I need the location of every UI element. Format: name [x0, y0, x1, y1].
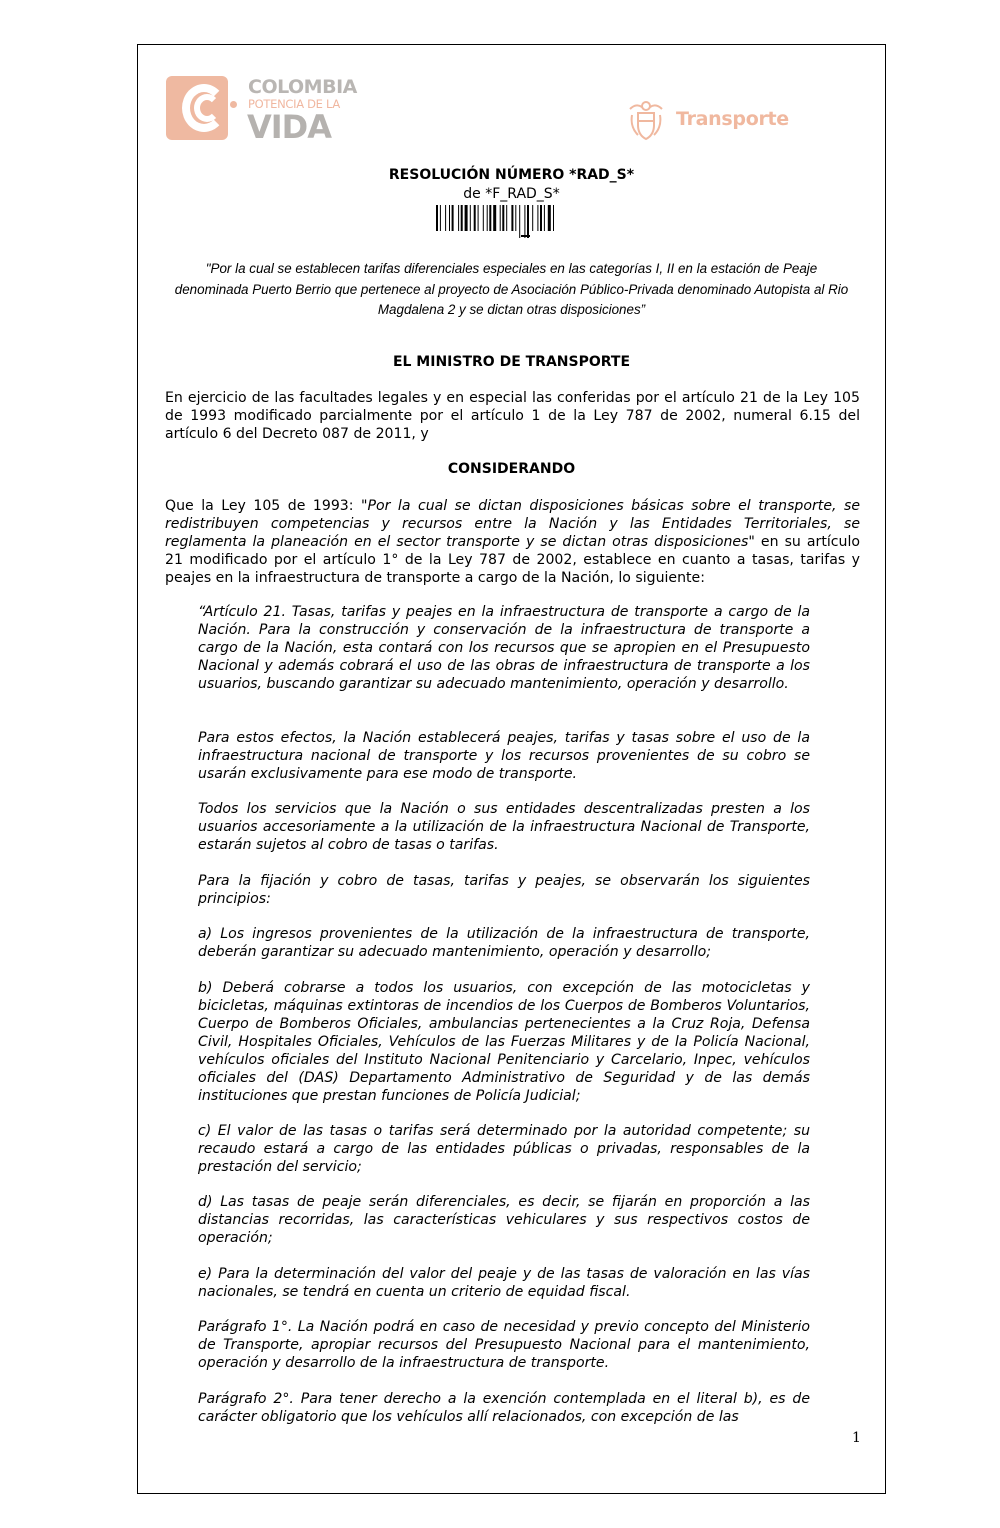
resolution-subject: "Por la cual se establecen tarifas diferenciales especiales en las categorías I, II en la estación de Peaje denominada Puerto Berrio que pertenece al proyecto de Asociación Público-Privada denominado Autopista al Rio Magdalena 2 y se dictan otras disposiciones”	[174, 261, 849, 317]
colombia-potencia-de-la-vida-logo	[166, 74, 356, 146]
quote-paragraph: “Artículo 21. Tasas, tarifas y peajes en la infraestructura de transporte a cargo de la Nación. Para la construcción y conservación de la infraestructura de transporte a cargo de la Nación, esta contará con los recursos que se apropien en el Presupuesto Nacional y además cobrará el uso de las obras de infraestructura de transporte a los usuarios, buscando garantizar su adecuado mantenimiento, operación y desarrollo.	[198, 604, 810, 692]
quote-paragraph: Parágrafo 2°. Para tener derecho a la exención contemplada en el literal b), es de carácter obligatorio que los vehículos allí relacionados, con excepción de las	[198, 1391, 810, 1425]
quote-paragraph: Parágrafo 1°. La Nación podrá en caso de necesidad y previo concepto del Ministerio de Transporte, apropiar recursos del Presupuesto Nacional para el mantenimiento, operación y desarrollo de la infraestructura de transporte.	[198, 1319, 810, 1371]
page-number: 1	[852, 1430, 861, 1446]
logo-line2: POTENCIA DE LA	[248, 97, 340, 111]
quote-paragraph: d) Las tasas de peaje serán diferenciales, es decir, se fijarán en proporción a las distancias recorridas, las características vehiculares y sus respectivos costos de operación;	[198, 1194, 810, 1246]
law-intro-paragraph	[165, 497, 860, 587]
transporte-logo	[626, 99, 796, 147]
transporte-logo-text: Transporte	[676, 108, 789, 130]
logo-line1: COLOMBIA	[248, 76, 357, 98]
law-intro-before: Que la Ley 105 de 1993:	[165, 498, 361, 514]
quote-paragraph: a) Los ingresos provenientes de la utilización de la infraestructura de transporte, deberán garantizar su adecuado mantenimiento, operación y desarrollo;	[198, 926, 810, 960]
law-intro-quote: "Por la cual se dictan disposiciones básicas sobre el transporte, se redistribuyen competencias y recursos entre la Nación y las Entidades Territoriales, se reglamenta la planeación en el sector transporte y se dictan otras disposiciones"	[165, 498, 860, 550]
resolution-date: de *F_RAD_S*	[463, 186, 560, 202]
quote-paragraph: Para la fijación y cobro de tasas, tarifas y peajes, se observarán los siguientes principios:	[198, 873, 810, 907]
quote-paragraph: e) Para la determinación del valor del peaje y de las tasas de valoración en las vías nacionales, se tendrá en cuenta un criterio de equidad fiscal.	[198, 1266, 810, 1300]
logo-line3: VIDA	[247, 108, 331, 146]
resolution-title: RESOLUCIÓN NÚMERO *RAD_S*	[388, 167, 635, 183]
logo-mark-icon	[166, 76, 228, 140]
law-intro-after: en su artículo 21 modificado por el artículo 1° de la Ley 787 de 2002, establece en cuanto a tasas, tarifas y peajes en la infraestructura de transporte a cargo de la Nación, lo siguiente:	[165, 534, 860, 586]
barcode	[435, 205, 587, 238]
quote-paragraph: Para estos efectos, la Nación establecerá peajes, tarifas y tasas sobre el uso de la infraestructura nacional de transporte y los recursos provenientes de su cobro se usarán exclusivamente para ese modo de transporte.	[198, 730, 810, 782]
coat-of-arms-icon	[626, 99, 666, 143]
minister-heading: EL MINISTRO DE TRANSPORTE	[392, 354, 631, 370]
quote-paragraph: c) El valor de las tasas o tarifas será determinado por la autoridad competente; su recaudo estará a cargo de las entidades públicas o privadas, responsables de la prestación del servicio;	[198, 1123, 810, 1175]
quote-paragraph: Todos los servicios que la Nación o sus entidades descentralizadas presten a los usuarios accesoriamente a la utilización de la infraestructura Nacional de Transporte, estarán sujetos al cobro de tasas o tarifas.	[198, 801, 810, 853]
quote-paragraph: b) Deberá cobrarse a todos los usuarios, con excepción de las motocicletas y bicicletas, máquinas extintoras de incendios de los Cuerpos de Bomberos Voluntarios, Cuerpo de Bomberos Oficiales, ambulancias pertenecientes a la Cruz Roja, Defensa Civil, Hospitales Oficiales, Vehículos de las Fuerzas Militares y de la Policía Nacional, vehículos oficiales del Instituto Nacional Penitenciario y Carcelario, Inpec, vehículos oficiales del (DAS) Departamento Administrativo de Seguridad y de las demás instituciones que prestan funciones de Policía Judicial;	[198, 980, 810, 1104]
considerando-heading: CONSIDERANDO	[447, 461, 576, 477]
intro-paragraph: En ejercicio de las facultades legales y en especial las conferidas por el artículo 21 de la Ley 105 de 1993 modificado parcialmente por el artículo 1 de la Ley 787 de 2002, numeral 6.15 del artículo 6 del Decreto 087 de 2011, y	[165, 390, 860, 442]
